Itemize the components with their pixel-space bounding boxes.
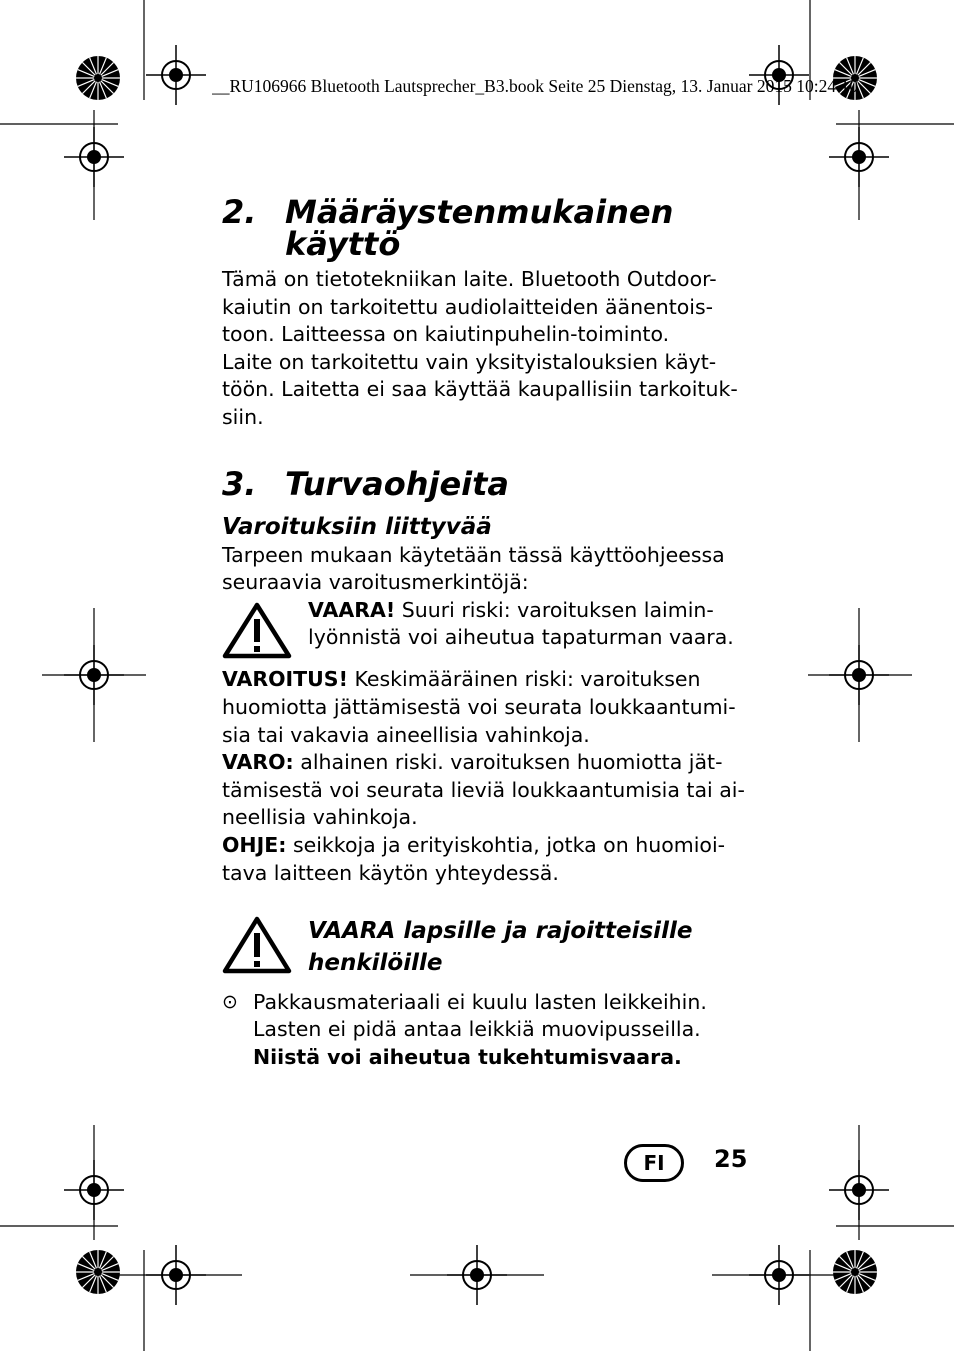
section-title: Turvaohjeita xyxy=(285,464,510,503)
warning-triangle-icon xyxy=(222,915,308,983)
section-title-line: Määräystenmukainen xyxy=(285,193,674,231)
list-item: ⊙ Pakkausmateriaali ei kuulu lasten leikkeihin. Lasten ei pidä antaa leikkiä muovipusseilla. Niistä voi aiheutua tukehtumisvaara. xyxy=(222,989,767,1072)
danger-label: VAARA! xyxy=(308,597,396,622)
danger-note: VAARA! Suuri riski: varoituksen laimin- lyönnistä voi aiheutua tapaturman vaara. xyxy=(222,597,767,667)
warning-triangle-icon xyxy=(222,597,308,667)
page-number: 25 xyxy=(714,1145,748,1173)
section-number: 3. xyxy=(222,464,257,503)
bullet-circle-icon: ⊙ xyxy=(222,990,238,1013)
children-danger-block xyxy=(222,915,767,983)
section-number: 2. xyxy=(222,193,257,231)
file-header-line: __RU106966 Bluetooth Lautsprecher_B3.book Seite 25 Dienstag, 13. Januar 2015 10:24 10 xyxy=(212,76,858,96)
intended-use-paragraph: Tämä on tietotekniikan laite. Bluetooth Outdoor- kaiutin on tarkoitettu audiolaitteiden äänentois- toon. Laitteessa on kaiutinpuhelin-toiminto. Laite on tarkoitettu vain yksityistalouksien käyt- töön. Laitetta ei saa käyttää kaupallisiin tarkoituk- siin. xyxy=(222,267,738,429)
subheading-warnings: Varoituksiin liittyvää xyxy=(222,513,492,540)
children-danger-heading: VAARA lapsille ja rajoitteisille henkilöille xyxy=(308,918,693,977)
language-badge: FI xyxy=(624,1144,684,1182)
warning-note: VAROITUS! Keskimääräinen riski: varoituksen huomiotta jättämisestä voi seurata loukkaantumi- sia tai vakavia aineellisia vahinkoja. xyxy=(222,667,736,747)
warning-label: VAROITUS! xyxy=(222,667,348,692)
section-title-line: käyttö xyxy=(285,225,401,263)
section-3-heading xyxy=(222,464,767,503)
hint-note: OHJE: seikkoja ja erityiskohtia, jotka on huomioi- tava laitteen käytön yhteydessä. xyxy=(222,832,726,885)
hint-label: OHJE: xyxy=(222,832,287,857)
caution-label: VARO: xyxy=(222,750,294,775)
warnings-intro: Tarpeen mukaan käytetään tässä käyttöohjeessa seuraavia varoitusmerkintöjä: xyxy=(222,542,725,595)
section-2-heading xyxy=(222,193,767,263)
main-content xyxy=(222,193,767,1071)
caution-note: VARO: alhainen riski. varoituksen huomiotta jät- tämisestä voi seurata lieviä loukkaantumisia tai ai- neellisia vahinkoja. xyxy=(222,750,745,830)
